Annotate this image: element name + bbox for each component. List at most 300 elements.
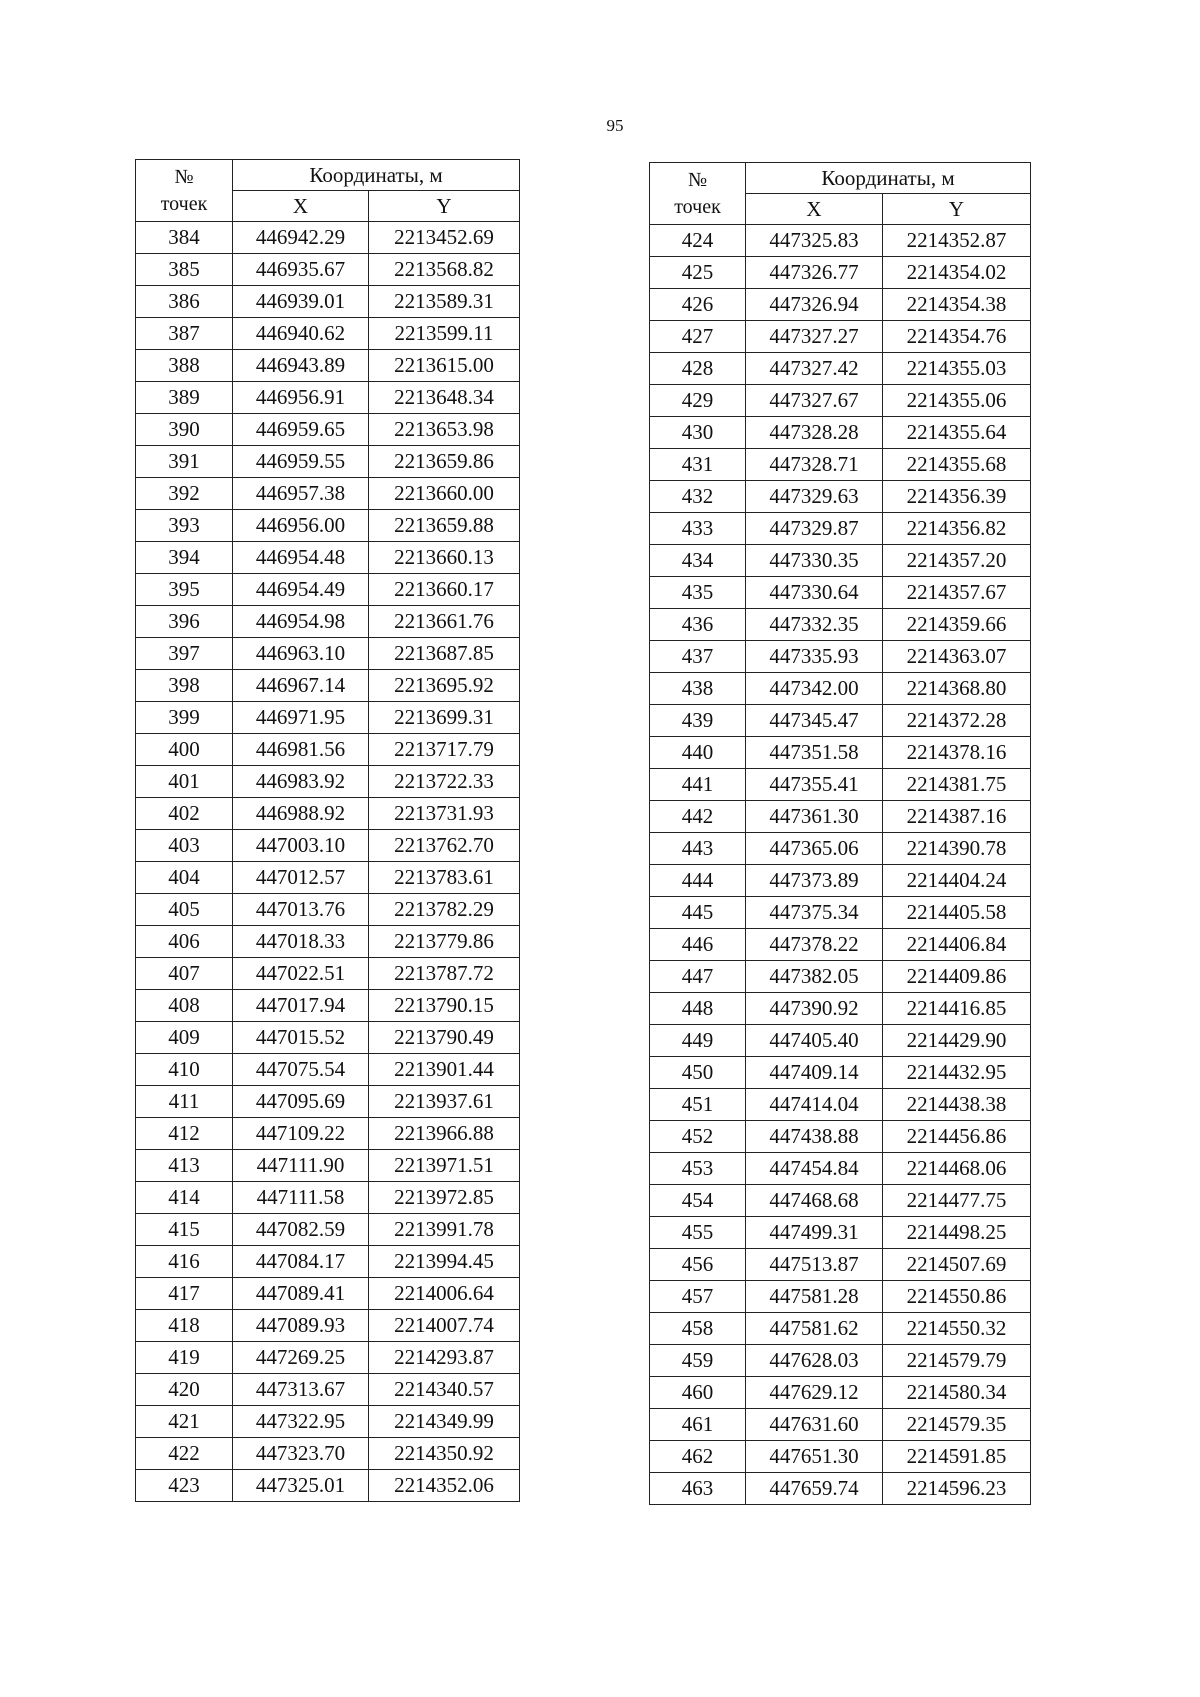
- x-coordinate-cell: 446954.98: [233, 606, 369, 638]
- y-coordinate-cell: 2213722.33: [369, 766, 520, 798]
- point-number-cell: 430: [650, 417, 746, 449]
- table-row: [136, 1182, 520, 1214]
- y-coordinate-cell: 2214381.75: [883, 769, 1031, 801]
- y-coordinate-cell: 2214468.06: [883, 1153, 1031, 1185]
- x-coordinate-cell: 447499.31: [746, 1217, 883, 1249]
- table-row: [650, 1441, 1031, 1473]
- x-coordinate-cell: 447355.41: [746, 769, 883, 801]
- y-coordinate-cell: 2214579.79: [883, 1345, 1031, 1377]
- y-coordinate-cell: 2214356.82: [883, 513, 1031, 545]
- x-coordinate-cell: 447332.35: [746, 609, 883, 641]
- y-coordinate-cell: 2214579.35: [883, 1409, 1031, 1441]
- x-coordinate-cell: 447003.10: [233, 830, 369, 862]
- y-header: Y: [883, 194, 1031, 225]
- point-number-cell: 394: [136, 542, 233, 574]
- table-row: [136, 318, 520, 350]
- number-sign: №: [687, 168, 708, 191]
- point-number-cell: 429: [650, 385, 746, 417]
- x-coordinate-cell: 447365.06: [746, 833, 883, 865]
- table-row: [650, 289, 1031, 321]
- table-row: [650, 1473, 1031, 1505]
- x-coordinate-cell: 447405.40: [746, 1025, 883, 1057]
- y-coordinate-cell: 2213660.13: [369, 542, 520, 574]
- y-coordinate-cell: 2214456.86: [883, 1121, 1031, 1153]
- point-number-cell: 438: [650, 673, 746, 705]
- x-coordinate-cell: 447454.84: [746, 1153, 883, 1185]
- x-coordinate-cell: 447330.64: [746, 577, 883, 609]
- point-number-cell: 418: [136, 1310, 233, 1342]
- table-row: [136, 670, 520, 702]
- table-row: [650, 353, 1031, 385]
- y-coordinate-cell: 2213648.34: [369, 382, 520, 414]
- x-coordinate-cell: 447378.22: [746, 929, 883, 961]
- table-row: [650, 1025, 1031, 1057]
- x-coordinate-cell: 447628.03: [746, 1345, 883, 1377]
- point-number-cell: 411: [136, 1086, 233, 1118]
- point-number-cell: 449: [650, 1025, 746, 1057]
- x-coordinate-cell: 446943.89: [233, 350, 369, 382]
- table-row: [136, 702, 520, 734]
- point-number-cell: 403: [136, 830, 233, 862]
- table-row: [650, 705, 1031, 737]
- point-number-cell: 395: [136, 574, 233, 606]
- y-coordinate-cell: 2213731.93: [369, 798, 520, 830]
- y-coordinate-cell: 2214409.86: [883, 961, 1031, 993]
- x-coordinate-cell: 447342.00: [746, 673, 883, 705]
- x-coordinate-cell: 447022.51: [233, 958, 369, 990]
- x-coordinate-cell: 447328.71: [746, 449, 883, 481]
- x-coordinate-cell: 447373.89: [746, 865, 883, 897]
- table-row: [650, 609, 1031, 641]
- y-coordinate-cell: 2214372.28: [883, 705, 1031, 737]
- point-number-cell: 455: [650, 1217, 746, 1249]
- coordinates-table-right: [649, 162, 1031, 1505]
- y-coordinate-cell: 2213790.49: [369, 1022, 520, 1054]
- y-coordinate-cell: 2213615.00: [369, 350, 520, 382]
- x-coordinate-cell: 447326.94: [746, 289, 883, 321]
- x-coordinate-cell: 447328.28: [746, 417, 883, 449]
- point-number-cell: 463: [650, 1473, 746, 1505]
- table-row: [136, 862, 520, 894]
- table-row: [136, 1022, 520, 1054]
- table-row: [136, 1086, 520, 1118]
- x-coordinate-cell: 447095.69: [233, 1086, 369, 1118]
- y-coordinate-cell: 2214507.69: [883, 1249, 1031, 1281]
- y-coordinate-cell: 2213779.86: [369, 926, 520, 958]
- x-coordinate-cell: 447327.42: [746, 353, 883, 385]
- y-coordinate-cell: 2214007.74: [369, 1310, 520, 1342]
- point-number-cell: 437: [650, 641, 746, 673]
- table-row: [136, 382, 520, 414]
- table-row: [650, 257, 1031, 289]
- y-coordinate-cell: 2214378.16: [883, 737, 1031, 769]
- y-coordinate-cell: 2214354.76: [883, 321, 1031, 353]
- x-coordinate-cell: 447327.27: [746, 321, 883, 353]
- point-number-cell: 428: [650, 353, 746, 385]
- y-coordinate-cell: 2214355.68: [883, 449, 1031, 481]
- y-coordinate-cell: 2214354.02: [883, 257, 1031, 289]
- page-number: 95: [606, 116, 624, 135]
- table-row: [136, 606, 520, 638]
- y-coordinate-cell: 2214477.75: [883, 1185, 1031, 1217]
- y-coordinate-cell: 2214293.87: [369, 1342, 520, 1374]
- x-coordinate-cell: 447111.90: [233, 1150, 369, 1182]
- x-coordinate-cell: 447018.33: [233, 926, 369, 958]
- x-coordinate-cell: 447438.88: [746, 1121, 883, 1153]
- y-coordinate-cell: 2213782.29: [369, 894, 520, 926]
- point-number-cell: 436: [650, 609, 746, 641]
- y-coordinate-cell: 2214390.78: [883, 833, 1031, 865]
- table-row: [650, 545, 1031, 577]
- points-label: точек: [674, 195, 721, 218]
- x-coordinate-cell: 447075.54: [233, 1054, 369, 1086]
- point-number-cell: 448: [650, 993, 746, 1025]
- point-number-cell: 409: [136, 1022, 233, 1054]
- coordinates-header: Координаты, м: [746, 163, 1031, 194]
- x-coordinate-cell: 447335.93: [746, 641, 883, 673]
- table-row: [650, 417, 1031, 449]
- table-row: [136, 1310, 520, 1342]
- y-coordinate-cell: 2214404.24: [883, 865, 1031, 897]
- table-row: [136, 574, 520, 606]
- point-number-cell: 387: [136, 318, 233, 350]
- table-row: [650, 673, 1031, 705]
- table-row: [136, 350, 520, 382]
- point-number-cell: 454: [650, 1185, 746, 1217]
- point-number-cell: 393: [136, 510, 233, 542]
- y-coordinate-cell: 2213699.31: [369, 702, 520, 734]
- point-number-cell: 404: [136, 862, 233, 894]
- point-number-cell: 433: [650, 513, 746, 545]
- x-coordinate-cell: 446956.91: [233, 382, 369, 414]
- x-coordinate-cell: 446954.49: [233, 574, 369, 606]
- x-coordinate-cell: 447361.30: [746, 801, 883, 833]
- points-label: точек: [160, 192, 208, 215]
- point-number-cell: 425: [650, 257, 746, 289]
- y-coordinate-cell: 2214359.66: [883, 609, 1031, 641]
- table-row: [136, 1438, 520, 1470]
- x-coordinate-cell: 447351.58: [746, 737, 883, 769]
- y-coordinate-cell: 2214340.57: [369, 1374, 520, 1406]
- table-row: [650, 1281, 1031, 1313]
- point-number-cell: 410: [136, 1054, 233, 1086]
- table-row: [136, 414, 520, 446]
- table-row: [650, 1185, 1031, 1217]
- y-coordinate-cell: 2213661.76: [369, 606, 520, 638]
- point-number-cell: 462: [650, 1441, 746, 1473]
- point-number-cell: 385: [136, 254, 233, 286]
- x-coordinate-cell: 446959.65: [233, 414, 369, 446]
- table-row: [650, 481, 1031, 513]
- point-number-cell: 421: [136, 1406, 233, 1438]
- x-coordinate-cell: 447325.83: [746, 225, 883, 257]
- point-number-cell: 400: [136, 734, 233, 766]
- y-coordinate-cell: 2213762.70: [369, 830, 520, 862]
- table-row: [136, 478, 520, 510]
- y-coordinate-cell: 2213660.17: [369, 574, 520, 606]
- x-coordinate-cell: 446935.67: [233, 254, 369, 286]
- table-row: [650, 929, 1031, 961]
- point-number-cell: 388: [136, 350, 233, 382]
- table-row: [650, 993, 1031, 1025]
- point-number-cell: 389: [136, 382, 233, 414]
- x-coordinate-cell: 447382.05: [746, 961, 883, 993]
- y-coordinate-cell: 2214349.99: [369, 1406, 520, 1438]
- point-number-cell: 407: [136, 958, 233, 990]
- x-coordinate-cell: 447631.60: [746, 1409, 883, 1441]
- table-row: [136, 1470, 520, 1502]
- table-row: [650, 897, 1031, 929]
- table-body: [650, 225, 1031, 1505]
- x-coordinate-cell: 447111.58: [233, 1182, 369, 1214]
- x-coordinate-cell: 447269.25: [233, 1342, 369, 1374]
- x-coordinate-cell: 446940.62: [233, 318, 369, 350]
- x-coordinate-cell: 446971.95: [233, 702, 369, 734]
- point-number-cell: 426: [650, 289, 746, 321]
- table-row: [650, 449, 1031, 481]
- y-coordinate-cell: 2214591.85: [883, 1441, 1031, 1473]
- table-row: [136, 542, 520, 574]
- table-row: [136, 510, 520, 542]
- y-coordinate-cell: 2213991.78: [369, 1214, 520, 1246]
- table-row: [650, 1377, 1031, 1409]
- table-row: [650, 1313, 1031, 1345]
- point-number-cell: 384: [136, 222, 233, 254]
- y-coordinate-cell: 2214352.87: [883, 225, 1031, 257]
- y-coordinate-cell: 2213971.51: [369, 1150, 520, 1182]
- x-coordinate-cell: 447084.17: [233, 1246, 369, 1278]
- table-row: [136, 1342, 520, 1374]
- table-row: [650, 865, 1031, 897]
- x-coordinate-cell: 447109.22: [233, 1118, 369, 1150]
- point-number-cell: 447: [650, 961, 746, 993]
- x-coordinate-cell: 447082.59: [233, 1214, 369, 1246]
- point-number-cell: 459: [650, 1345, 746, 1377]
- x-coordinate-cell: 446983.92: [233, 766, 369, 798]
- y-coordinate-cell: 2214355.64: [883, 417, 1031, 449]
- y-coordinate-cell: 2214438.38: [883, 1089, 1031, 1121]
- table-row: [136, 734, 520, 766]
- y-coordinate-cell: 2214429.90: [883, 1025, 1031, 1057]
- point-number-cell: 402: [136, 798, 233, 830]
- y-coordinate-cell: 2213790.15: [369, 990, 520, 1022]
- y-coordinate-cell: 2214357.67: [883, 577, 1031, 609]
- point-number-cell: 443: [650, 833, 746, 865]
- x-coordinate-cell: 447513.87: [746, 1249, 883, 1281]
- x-coordinate-cell: 446959.55: [233, 446, 369, 478]
- y-coordinate-cell: 2214387.16: [883, 801, 1031, 833]
- y-coordinate-cell: 2213452.69: [369, 222, 520, 254]
- point-number-cell: 417: [136, 1278, 233, 1310]
- x-coordinate-cell: 447581.28: [746, 1281, 883, 1313]
- table-row: [650, 321, 1031, 353]
- table-row: [650, 641, 1031, 673]
- point-number-cell: 445: [650, 897, 746, 929]
- point-number-cell: 422: [136, 1438, 233, 1470]
- table-row: [650, 1249, 1031, 1281]
- point-number-cell: 458: [650, 1313, 746, 1345]
- y-coordinate-cell: 2214405.58: [883, 897, 1031, 929]
- y-coordinate-cell: 2214406.84: [883, 929, 1031, 961]
- table-row: [136, 1246, 520, 1278]
- table-row: [650, 833, 1031, 865]
- x-coordinate-cell: 447345.47: [746, 705, 883, 737]
- x-coordinate-cell: 447323.70: [233, 1438, 369, 1470]
- x-header: X: [233, 191, 369, 222]
- y-coordinate-cell: 2213568.82: [369, 254, 520, 286]
- y-coordinate-cell: 2213966.88: [369, 1118, 520, 1150]
- point-number-cell: 451: [650, 1089, 746, 1121]
- table-row: [650, 1217, 1031, 1249]
- table-row: [650, 225, 1031, 257]
- table-row: [136, 830, 520, 862]
- point-number-cell: 423: [136, 1470, 233, 1502]
- y-coordinate-cell: 2214354.38: [883, 289, 1031, 321]
- point-number-cell: 401: [136, 766, 233, 798]
- table-row: [650, 737, 1031, 769]
- x-coordinate-cell: 447629.12: [746, 1377, 883, 1409]
- x-coordinate-cell: 446957.38: [233, 478, 369, 510]
- table-row: [650, 769, 1031, 801]
- y-coordinate-cell: 2214368.80: [883, 673, 1031, 705]
- y-coordinate-cell: 2214432.95: [883, 1057, 1031, 1089]
- x-coordinate-cell: 447013.76: [233, 894, 369, 926]
- point-number-cell: 419: [136, 1342, 233, 1374]
- point-number-header: [650, 163, 746, 225]
- point-number-cell: 446: [650, 929, 746, 961]
- point-number-cell: 444: [650, 865, 746, 897]
- point-number-cell: 435: [650, 577, 746, 609]
- y-coordinate-cell: 2213717.79: [369, 734, 520, 766]
- table-row: [650, 385, 1031, 417]
- x-coordinate-cell: 447375.34: [746, 897, 883, 929]
- point-number-cell: 412: [136, 1118, 233, 1150]
- y-coordinate-cell: 2214550.86: [883, 1281, 1031, 1313]
- y-coordinate-cell: 2214357.20: [883, 545, 1031, 577]
- table-row: [136, 1278, 520, 1310]
- y-coordinate-cell: 2213687.85: [369, 638, 520, 670]
- x-coordinate-cell: 447659.74: [746, 1473, 883, 1505]
- point-number-cell: 442: [650, 801, 746, 833]
- point-number-cell: 431: [650, 449, 746, 481]
- point-number-cell: 427: [650, 321, 746, 353]
- point-number-cell: 397: [136, 638, 233, 670]
- y-coordinate-cell: 2214580.34: [883, 1377, 1031, 1409]
- table-row: [650, 1153, 1031, 1185]
- x-coordinate-cell: 447329.63: [746, 481, 883, 513]
- point-number-cell: 452: [650, 1121, 746, 1153]
- table-row: [136, 926, 520, 958]
- table-row: [650, 1121, 1031, 1153]
- point-number-cell: 434: [650, 545, 746, 577]
- point-number-cell: 461: [650, 1409, 746, 1441]
- y-coordinate-cell: 2213653.98: [369, 414, 520, 446]
- x-coordinate-cell: 446967.14: [233, 670, 369, 702]
- y-coordinate-cell: 2213783.61: [369, 862, 520, 894]
- y-coordinate-cell: 2214355.03: [883, 353, 1031, 385]
- table-row: [136, 958, 520, 990]
- table-row: [136, 1214, 520, 1246]
- point-number-cell: 460: [650, 1377, 746, 1409]
- point-number-cell: 453: [650, 1153, 746, 1185]
- table-row: [136, 1118, 520, 1150]
- table-row: [650, 513, 1031, 545]
- point-number-cell: 439: [650, 705, 746, 737]
- point-number-cell: 420: [136, 1374, 233, 1406]
- point-number-cell: 440: [650, 737, 746, 769]
- point-number-cell: 386: [136, 286, 233, 318]
- point-number-cell: 399: [136, 702, 233, 734]
- table-row: [136, 638, 520, 670]
- y-coordinate-cell: 2213972.85: [369, 1182, 520, 1214]
- y-coordinate-cell: 2213695.92: [369, 670, 520, 702]
- x-coordinate-cell: 447089.41: [233, 1278, 369, 1310]
- table-row: [136, 990, 520, 1022]
- y-header: Y: [369, 191, 520, 222]
- point-number-cell: 415: [136, 1214, 233, 1246]
- y-coordinate-cell: 2214355.06: [883, 385, 1031, 417]
- table-row: [136, 1054, 520, 1086]
- point-number-cell: 391: [136, 446, 233, 478]
- x-coordinate-cell: 447409.14: [746, 1057, 883, 1089]
- table-row: [136, 1374, 520, 1406]
- point-number-cell: 406: [136, 926, 233, 958]
- point-number-cell: 398: [136, 670, 233, 702]
- table-row: [650, 1409, 1031, 1441]
- x-coordinate-cell: 447330.35: [746, 545, 883, 577]
- x-coordinate-cell: 447327.67: [746, 385, 883, 417]
- table-row: [136, 1150, 520, 1182]
- point-number-cell: 414: [136, 1182, 233, 1214]
- x-coordinate-cell: 447012.57: [233, 862, 369, 894]
- point-number-cell: 390: [136, 414, 233, 446]
- y-coordinate-cell: 2213937.61: [369, 1086, 520, 1118]
- y-coordinate-cell: 2213659.88: [369, 510, 520, 542]
- y-coordinate-cell: 2213599.11: [369, 318, 520, 350]
- coordinates-table-left: [135, 159, 520, 1502]
- x-coordinate-cell: 447651.30: [746, 1441, 883, 1473]
- x-coordinate-cell: 447390.92: [746, 993, 883, 1025]
- table-row: [136, 766, 520, 798]
- y-coordinate-cell: 2213787.72: [369, 958, 520, 990]
- x-coordinate-cell: 446942.29: [233, 222, 369, 254]
- x-coordinate-cell: 446954.48: [233, 542, 369, 574]
- y-coordinate-cell: 2213660.00: [369, 478, 520, 510]
- table-row: [136, 798, 520, 830]
- point-number-cell: 408: [136, 990, 233, 1022]
- x-coordinate-cell: 447015.52: [233, 1022, 369, 1054]
- table-row: [136, 1406, 520, 1438]
- x-coordinate-cell: 447322.95: [233, 1406, 369, 1438]
- y-coordinate-cell: 2214498.25: [883, 1217, 1031, 1249]
- point-number-cell: 457: [650, 1281, 746, 1313]
- point-number-cell: 392: [136, 478, 233, 510]
- x-coordinate-cell: 446956.00: [233, 510, 369, 542]
- x-header: X: [746, 194, 883, 225]
- y-coordinate-cell: 2213901.44: [369, 1054, 520, 1086]
- x-coordinate-cell: 446981.56: [233, 734, 369, 766]
- y-coordinate-cell: 2213659.86: [369, 446, 520, 478]
- y-coordinate-cell: 2214550.32: [883, 1313, 1031, 1345]
- point-number-cell: 413: [136, 1150, 233, 1182]
- point-number-cell: 396: [136, 606, 233, 638]
- point-number-cell: 405: [136, 894, 233, 926]
- coordinates-header: Координаты, м: [233, 160, 520, 191]
- y-coordinate-cell: 2213994.45: [369, 1246, 520, 1278]
- point-number-cell: 456: [650, 1249, 746, 1281]
- table-body: [136, 222, 520, 1502]
- table-row: [136, 894, 520, 926]
